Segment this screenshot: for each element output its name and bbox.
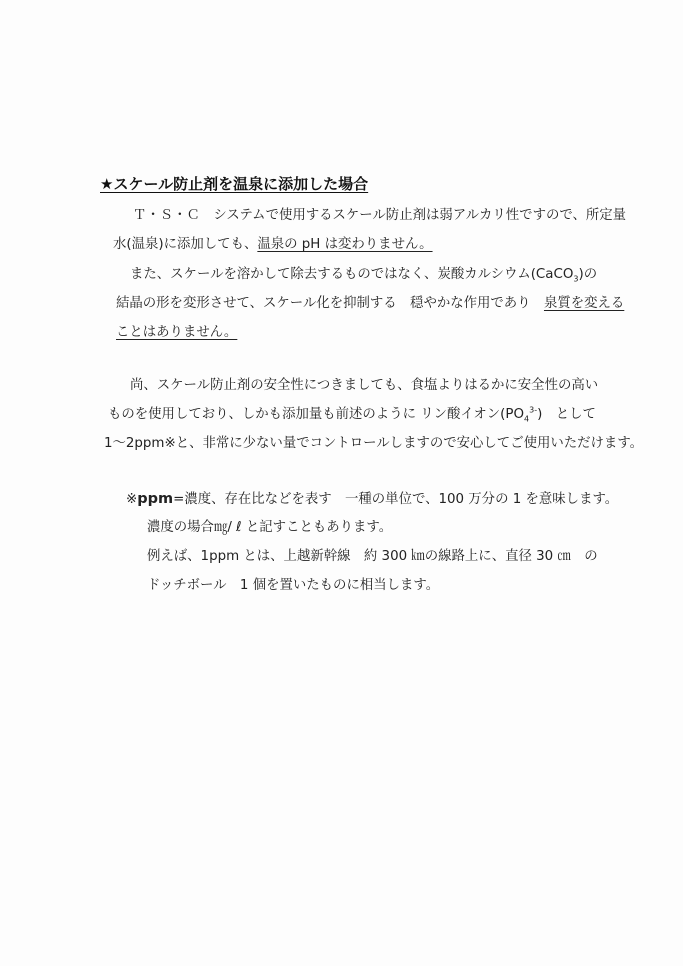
section-title (100, 175, 368, 193)
po4-superscript: 3- (529, 405, 538, 415)
no-change-text: ことはありません。 (116, 325, 238, 340)
note-line3: 例えば、1ppm とは、上越新幹線 約 300 ㎞の線路上に、直径 30 ㎝ の (147, 549, 598, 564)
note-line1-text: =濃度、存在比などを表す 一種の単位で、100 万分の 1 を意味します。 (173, 492, 619, 507)
para2-line2-text: 結晶の形を変形させて、スケール化を抑制する 穏やかな作用であり (116, 296, 544, 311)
po4-subscript: 4 (524, 414, 530, 424)
para2-line3 (116, 324, 237, 342)
caco3-subscript: 3 (573, 274, 579, 284)
para3-line2-end: ) として (537, 407, 596, 422)
quality-change-text: 泉質を変える (543, 296, 625, 311)
para1-line2 (113, 236, 433, 254)
note-line1 (126, 490, 618, 509)
ppm-term: ppm (137, 491, 174, 507)
section-title-text: ★スケール防止剤を温泉に添加した場合 (100, 175, 369, 193)
para3-line2 (108, 406, 596, 424)
para3-line2-text: ものを使用しており、しかも添加量も前述のように リン酸イオン(PO (108, 407, 525, 422)
para1-line2-text: 水(温泉)に添加しても、 (113, 237, 258, 252)
para2-line2 (116, 295, 624, 313)
para3-line3: 1～2ppm※と、非常に少ない量でコントロールしますので安心してご使用いただけます。 (104, 436, 644, 451)
para2-line1-end: )の (578, 267, 598, 282)
ph-unchanged-text: 温泉の pH は変わりません。 (257, 237, 433, 252)
note-line2: 濃度の場合㎎/ ℓ と記すこともあります。 (147, 520, 393, 535)
note-mark: ※ (126, 492, 138, 507)
note-line4: ドッチボール 1 個を置いたものに相当します。 (147, 578, 440, 593)
para1-line1: Ｔ・Ｓ・Ｃ システムで使用するスケール防止剤は弱アルカリ性ですので、所定量 (133, 208, 627, 223)
para2-line1-text: また、スケールを溶かして除去するものではなく、炭酸カルシウム(CaCO (130, 267, 574, 282)
para3-line1: 尚、スケール防止剤の安全性につきましても、食塩よりはるかに安全性の高い (130, 378, 599, 393)
para2-line1 (130, 266, 597, 284)
